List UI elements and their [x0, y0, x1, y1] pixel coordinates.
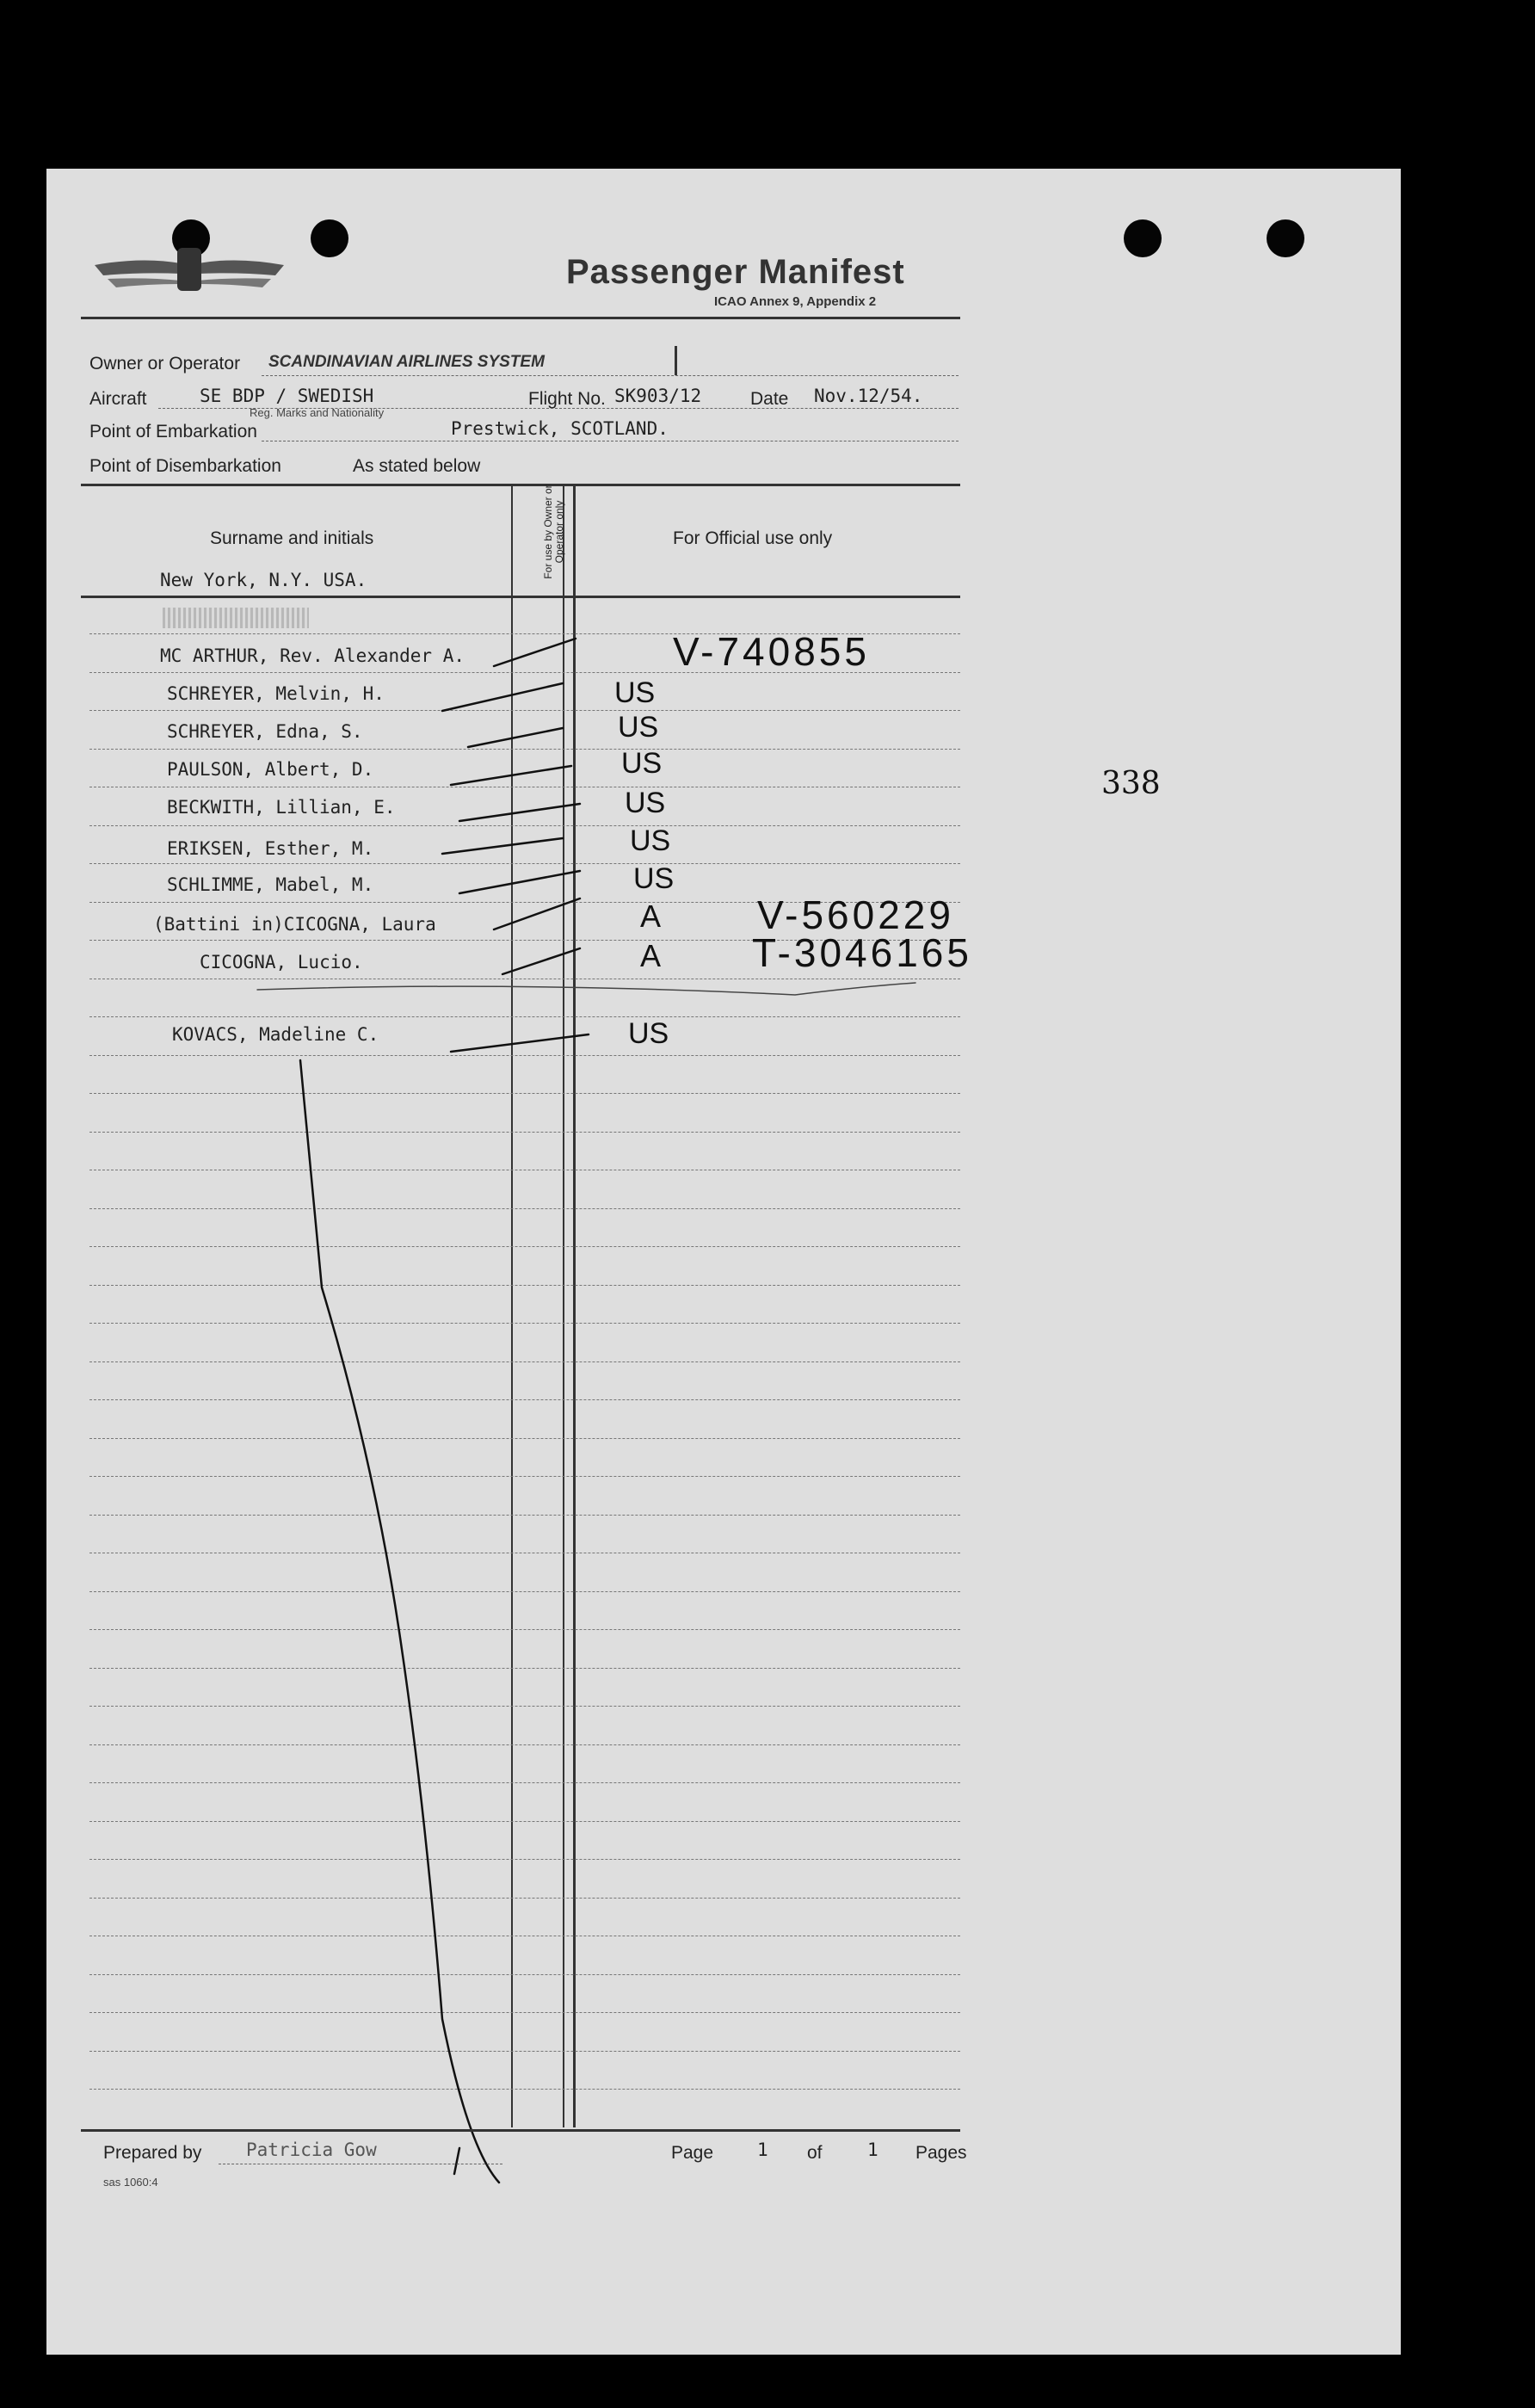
official-entry: US	[628, 1017, 669, 1050]
prepared-by-value: Patricia Gow	[246, 2139, 377, 2160]
passenger-name: CICOGNA, Lucio.	[200, 952, 363, 972]
aircraft-label: Aircraft	[89, 389, 147, 409]
footer-rule	[81, 2129, 960, 2132]
embarkation-label: Point of Embarkation	[89, 422, 257, 441]
reg-marks-note: Reg. Marks and Nationality	[250, 406, 385, 419]
official-entry: US	[618, 711, 659, 744]
passenger-name: MC ARTHUR, Rev. Alexander A.	[160, 645, 465, 666]
manifest-page	[46, 169, 1401, 2355]
official-entry-number: V-560229	[757, 892, 954, 937]
official-entry-number: T-3046165	[752, 930, 972, 975]
date-label: Date	[750, 389, 789, 409]
page-value: 1	[757, 2139, 768, 2160]
passenger-name: SCHREYER, Edna, S.	[167, 721, 363, 742]
passenger-name: BECKWITH, Lillian, E.	[167, 797, 396, 818]
passenger-name: (Battini in)CICOGNA, Laura	[153, 914, 436, 935]
passenger-name: SCHLIMME, Mabel, M.	[167, 874, 374, 895]
surname-column-header: Surname and initials	[210, 528, 374, 548]
page-number-stamp: 338	[1101, 766, 1161, 801]
passenger-name: PAULSON, Albert, D.	[167, 759, 374, 780]
official-entry: US	[625, 787, 666, 819]
passenger-name: KOVACS, Madeline C.	[172, 1024, 379, 1045]
disembarkation-value: As stated below	[353, 456, 481, 476]
owner-use-column-header: For use by Owner or Operator only	[542, 485, 565, 579]
of-label: of	[807, 2143, 823, 2163]
official-entry: A	[640, 898, 662, 934]
page-label: Page	[671, 2143, 714, 2163]
disembarkation-label: Point of Disembarkation	[89, 456, 281, 476]
owner-value: SCANDINAVIAN AIRLINES SYSTEM	[268, 353, 545, 371]
of-value: 1	[867, 2139, 878, 2160]
embarkation-value: Prestwick, SCOTLAND.	[451, 418, 669, 439]
form-code: sas 1060:4	[103, 2176, 158, 2189]
date-value: Nov.12/54.	[814, 386, 923, 406]
official-entry: US	[633, 862, 675, 895]
aircraft-value: SE BDP / SWEDISH	[200, 386, 374, 406]
passenger-name: SCHREYER, Melvin, H.	[167, 683, 385, 704]
official-entry: A	[640, 938, 662, 973]
flight-value: SK903/12	[614, 386, 702, 406]
form-subtitle: ICAO Annex 9, Appendix 2	[714, 294, 877, 309]
destination-value: New York, N.Y. USA.	[160, 570, 367, 590]
owner-label: Owner or Operator	[89, 354, 241, 374]
pages-label: Pages	[915, 2143, 967, 2163]
pen-marks	[46, 169, 1401, 2355]
official-use-column-header: For Official use only	[673, 528, 833, 548]
prepared-by-label: Prepared by	[103, 2143, 202, 2163]
official-entry: V-740855	[673, 629, 870, 674]
form-title: Passenger Manifest	[566, 253, 905, 291]
passenger-name: ERIKSEN, Esther, M.	[167, 838, 374, 859]
flight-label: Flight No.	[528, 389, 606, 409]
official-entry: US	[614, 676, 656, 709]
official-entry: US	[621, 747, 663, 780]
official-entry: US	[630, 824, 671, 857]
